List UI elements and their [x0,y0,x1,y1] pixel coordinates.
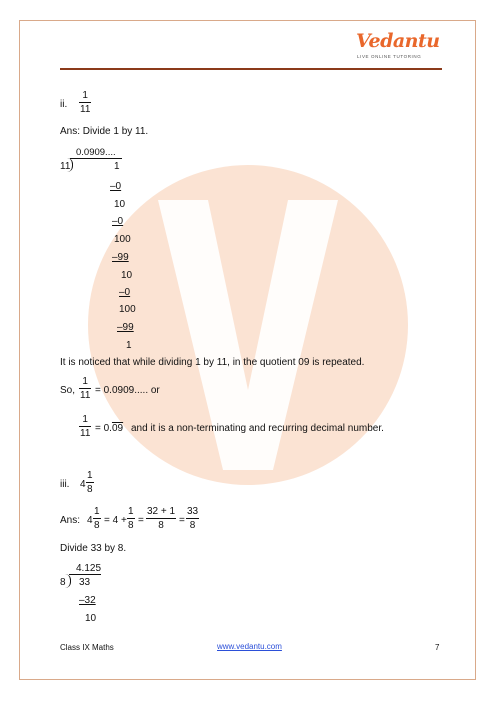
part-ii-fraction [79,90,91,115]
notice-text: It is noticed that while dividing 1 by 11, in the quotient 09 is repeated. [60,357,365,368]
division-dividend: 33 [79,577,91,588]
footer-website-link[interactable]: www.vedantu.com [217,642,282,651]
part-iii-answer-label: Ans: [60,515,81,526]
fraction-denominator: 11 [80,104,91,115]
division-step: –0 [112,216,124,227]
fraction: 1 8 [94,506,100,531]
fraction-denominator: 11 [80,428,91,439]
division-quotient: 0.0909.... [76,147,116,158]
fraction: 1 8 [128,506,134,531]
fraction-numerator: 1 [82,376,88,387]
fraction-numerator: 1 [87,470,93,481]
fraction: 33 8 [187,506,199,531]
division-quotient: 4.125 [76,563,102,574]
division-divisor: 11 [60,161,71,172]
part-ii-label: ii. [60,99,68,110]
repeating-digits: 09 [111,423,124,434]
division-step: 1 [126,340,132,351]
division-divisor: 8 [60,577,66,588]
logo-wordmark: Vedantu [356,30,440,52]
division-step: –99 [117,322,134,333]
division-step: 10 [85,613,97,624]
divide-instruction: Divide 33 by 8. [60,543,127,554]
so-label: So, [60,385,76,396]
vedantu-logo [356,30,446,66]
part-iii-label: iii. [60,479,70,490]
division-dividend: 1 [114,161,120,172]
fraction: 32 + 1 8 [147,506,176,531]
page-number: 7 [435,643,440,652]
division-step: –99 [112,252,129,263]
so-fraction [79,376,91,401]
division-step: –32 [79,595,96,606]
division-step: –0 [119,287,131,298]
division-step: 10 [121,270,133,281]
division-step: 10 [114,199,126,210]
fraction-denominator: 8 [87,484,93,495]
recurring-fraction [79,414,91,439]
so-equation-rhs: = 0.0909..... or [95,385,160,396]
part-iii-fraction [86,470,94,495]
logo-tagline: LIVE ONLINE TUTORING [357,54,422,59]
fraction-numerator: 1 [82,90,88,101]
recurring-statement: and it is a non-terminating and recurring decimal number. [131,423,384,434]
division-step: 100 [114,234,131,245]
vedantu-watermark-icon [88,140,408,500]
division-step: –0 [110,181,122,192]
fraction-denominator: 11 [80,390,91,401]
mixed-whole: 4 [80,479,86,490]
fraction-numerator: 1 [82,414,88,425]
footer-class-label: Class IX Maths [60,643,114,652]
header-rule [60,68,442,70]
part-ii-answer: Ans: Divide 1 by 11. [60,126,149,137]
division-step: 100 [119,304,136,315]
recurring-decimal: = 0.09 [95,423,124,434]
